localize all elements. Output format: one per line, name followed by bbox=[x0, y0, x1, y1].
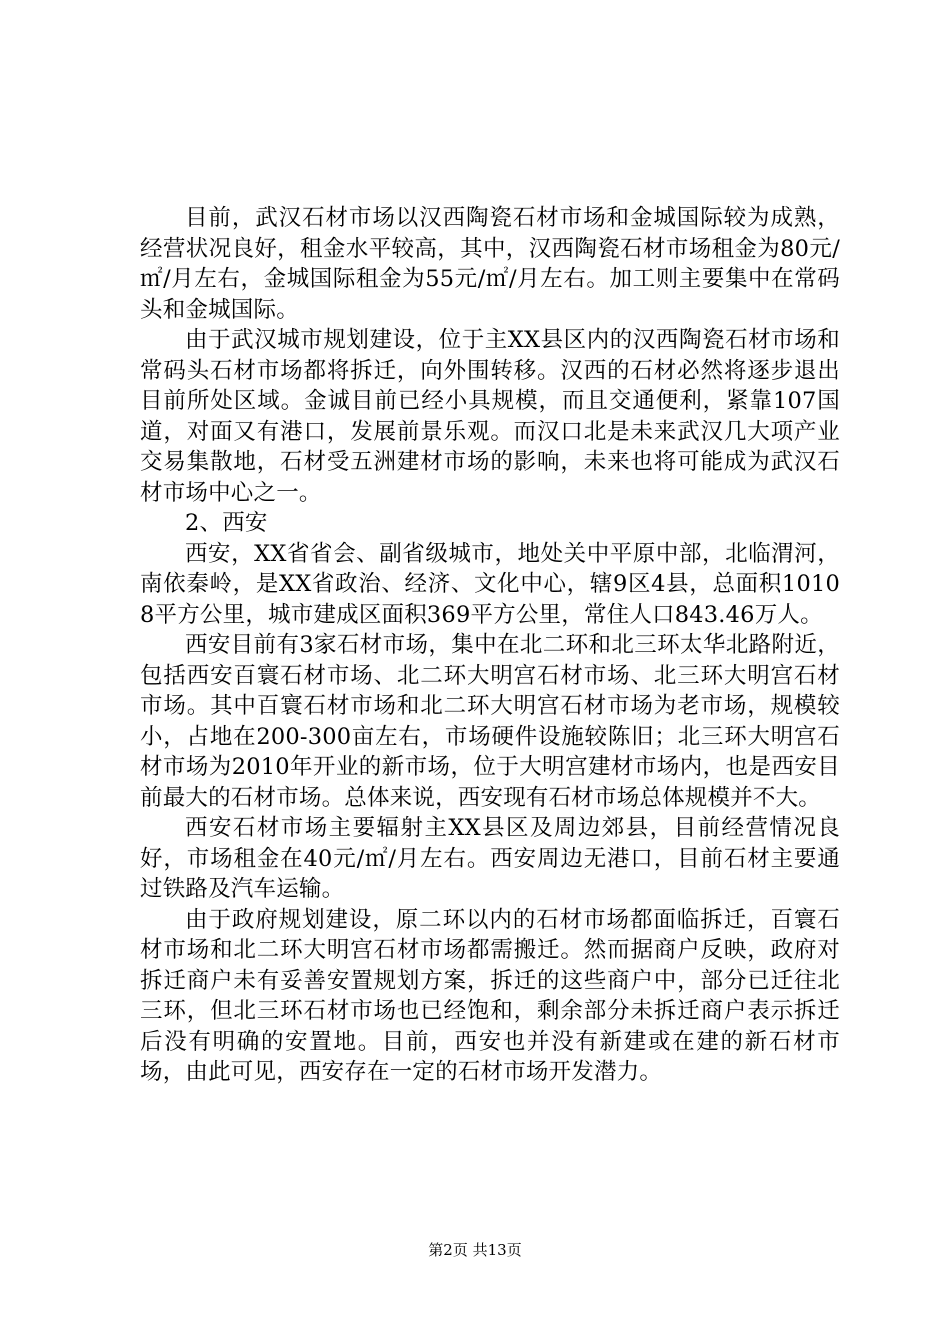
document-body bbox=[140, 203, 840, 1088]
page-footer: 第2页 共13页 bbox=[428, 1241, 522, 1259]
paragraph-xian-rent: 西安石材市场主要辐射主XX县区及周边郊县，目前经营情况良好，市场租金在40元/㎡/月左右。西安周边无港口，目前石材主要通过铁路及汽车运输。 bbox=[140, 815, 840, 902]
section-heading-xian: 2、西安 bbox=[185, 510, 268, 536]
paragraph-xian-relocation: 由于政府规划建设，原二环以内的石材市场都面临拆迁，百寰石材市场和北二环大明宫石材市场都需搬迁。然而据商户反映，政府对拆迁商户未有妥善安置规划方案，拆迁的这些商户中，部分已迁往北三环，但北三环石材市场也已经饱和，剩余部分未拆迁商户表示拆迁后没有明确的安置地。目前，西安也并没有新建或在建的新石材市场，由此可见，西安存在一定的石材市场开发潜力。 bbox=[140, 906, 840, 1085]
paragraph-xian-markets: 西安目前有3家石材市场，集中在北二环和北三环太华北路附近，包括西安百寰石材市场、北二环大明宫石材市场、北三环大明宫石材市场。其中百寰石材市场和北二环大明宫石材市场为老市场，规模较小，占地在200-300亩左右，市场硬件设施较陈旧；北三环大明宫石材市场为2010年开业的新市场，位于大明宫建材市场内，也是西安目前最大的石材市场。总体来说，西安现有石材市场总体规模并不大。 bbox=[140, 632, 840, 811]
paragraph-wuhan-markets: 目前，武汉石材市场以汉西陶瓷石材市场和金城国际较为成熟，经营状况良好，租金水平较高，其中，汉西陶瓷石材市场租金为80元/㎡/月左右，金城国际租金为55元/㎡/月左右。加工则主要集中在常码头和金城国际。 bbox=[140, 205, 840, 323]
paragraph-wuhan-planning: 由于武汉城市规划建设，位于主XX县区内的汉西陶瓷石材市场和常码头石材市场都将拆迁，向外围转移。汉西的石材必然将逐步退出目前所处区域。金诚目前已经小具规模，而且交通便利，紧靠107国道，对面又有港口，发展前景乐观。而汉口北是未来武汉几大项产业交易集散地，石材受五洲建材市场的影响，未来也将可能成为武汉石材市场中心之一。 bbox=[140, 327, 840, 506]
paragraph-xian-overview: 西安，XX省省会、副省级城市，地处关中平原中部，北临渭河，南依秦岭，是XX省政治、经济、文化中心，辖9区4县，总面积10108平方公里，城市建成区面积369平方公里，常住人口843.46万人。 bbox=[140, 540, 840, 628]
